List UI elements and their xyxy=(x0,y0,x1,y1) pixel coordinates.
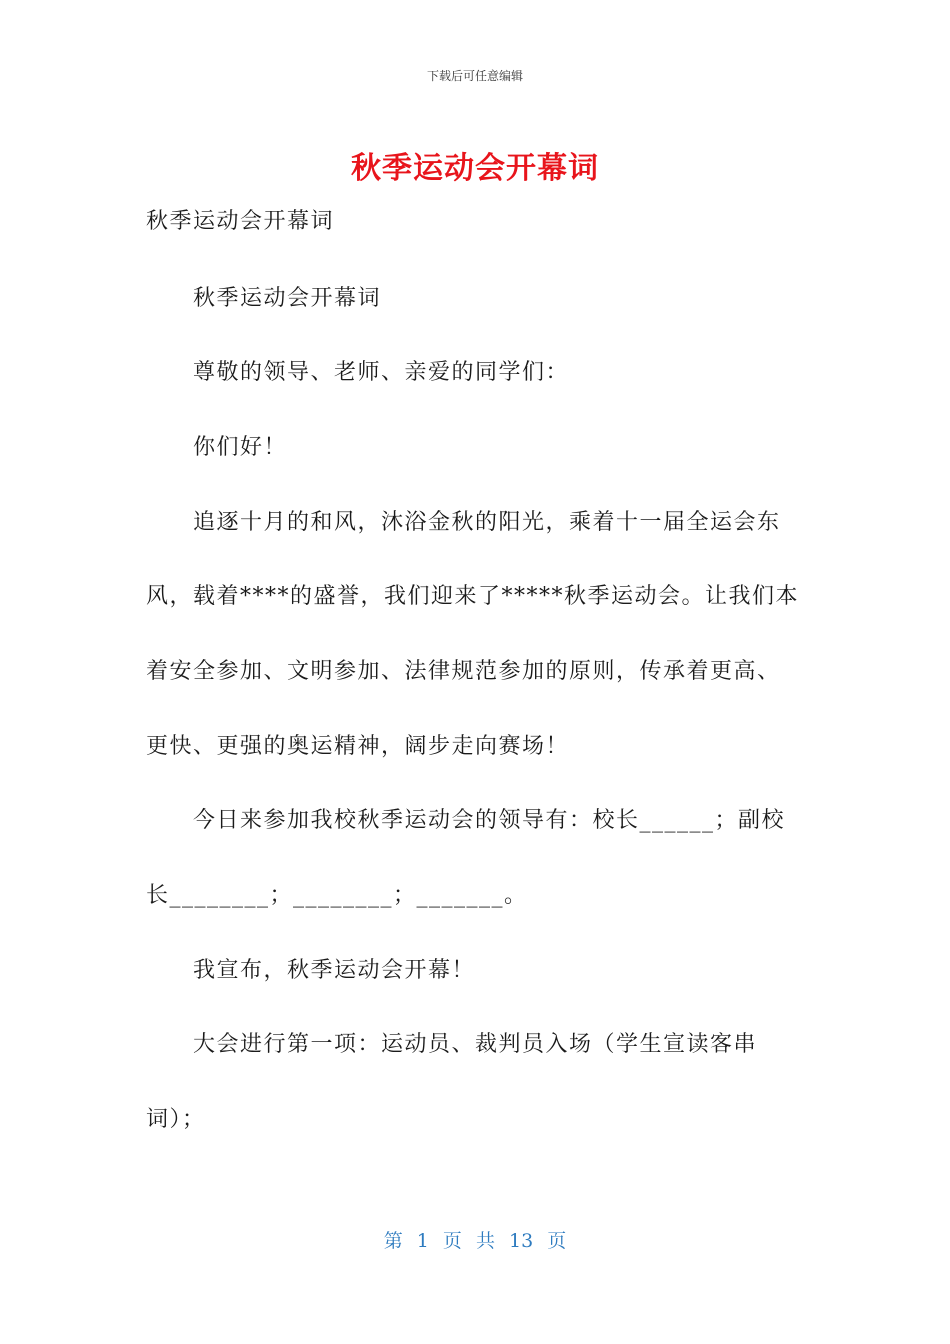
document-title: 秋季运动会开幕词 xyxy=(351,151,599,186)
body-line-13: 词）； xyxy=(146,1107,206,1132)
body-line-9: 今日来参加我校秋季运动会的领导有：校长______；副校 xyxy=(193,808,786,833)
header-note: 下载后可任意编辑 xyxy=(426,69,523,83)
body-line-5: 追逐十月的和风，沐浴金秋的阳光，乘着十一届全运会东 xyxy=(193,510,781,535)
greeting-line: 尊敬的领导、老师、亲爱的同学们： xyxy=(193,360,570,385)
body-line-12: 大会进行第一项：运动员、裁判员入场（学生宣读客串 xyxy=(193,1032,758,1057)
body-line-7: 着安全参加、文明参加、法律规范参加的原则，传承着更高、 xyxy=(146,659,781,684)
body-line-10: 长________；________；_______。 xyxy=(146,883,528,908)
body-line-8: 更快、更强的奥运精神，阔步走向赛场！ xyxy=(146,734,570,759)
body-line-11: 我宣布，秋季运动会开幕！ xyxy=(193,958,476,983)
body-line-1: 秋季运动会开幕词 xyxy=(146,209,335,234)
body-line-6: 风，载着****的盛誉，我们迎来了*****秋季运动会。让我们本 xyxy=(146,584,800,609)
page-number-footer: 第 1 页 共 13 页 xyxy=(383,1230,567,1252)
body-line-2: 秋季运动会开幕词 xyxy=(193,286,382,311)
hello-line: 你们好！ xyxy=(193,435,288,460)
